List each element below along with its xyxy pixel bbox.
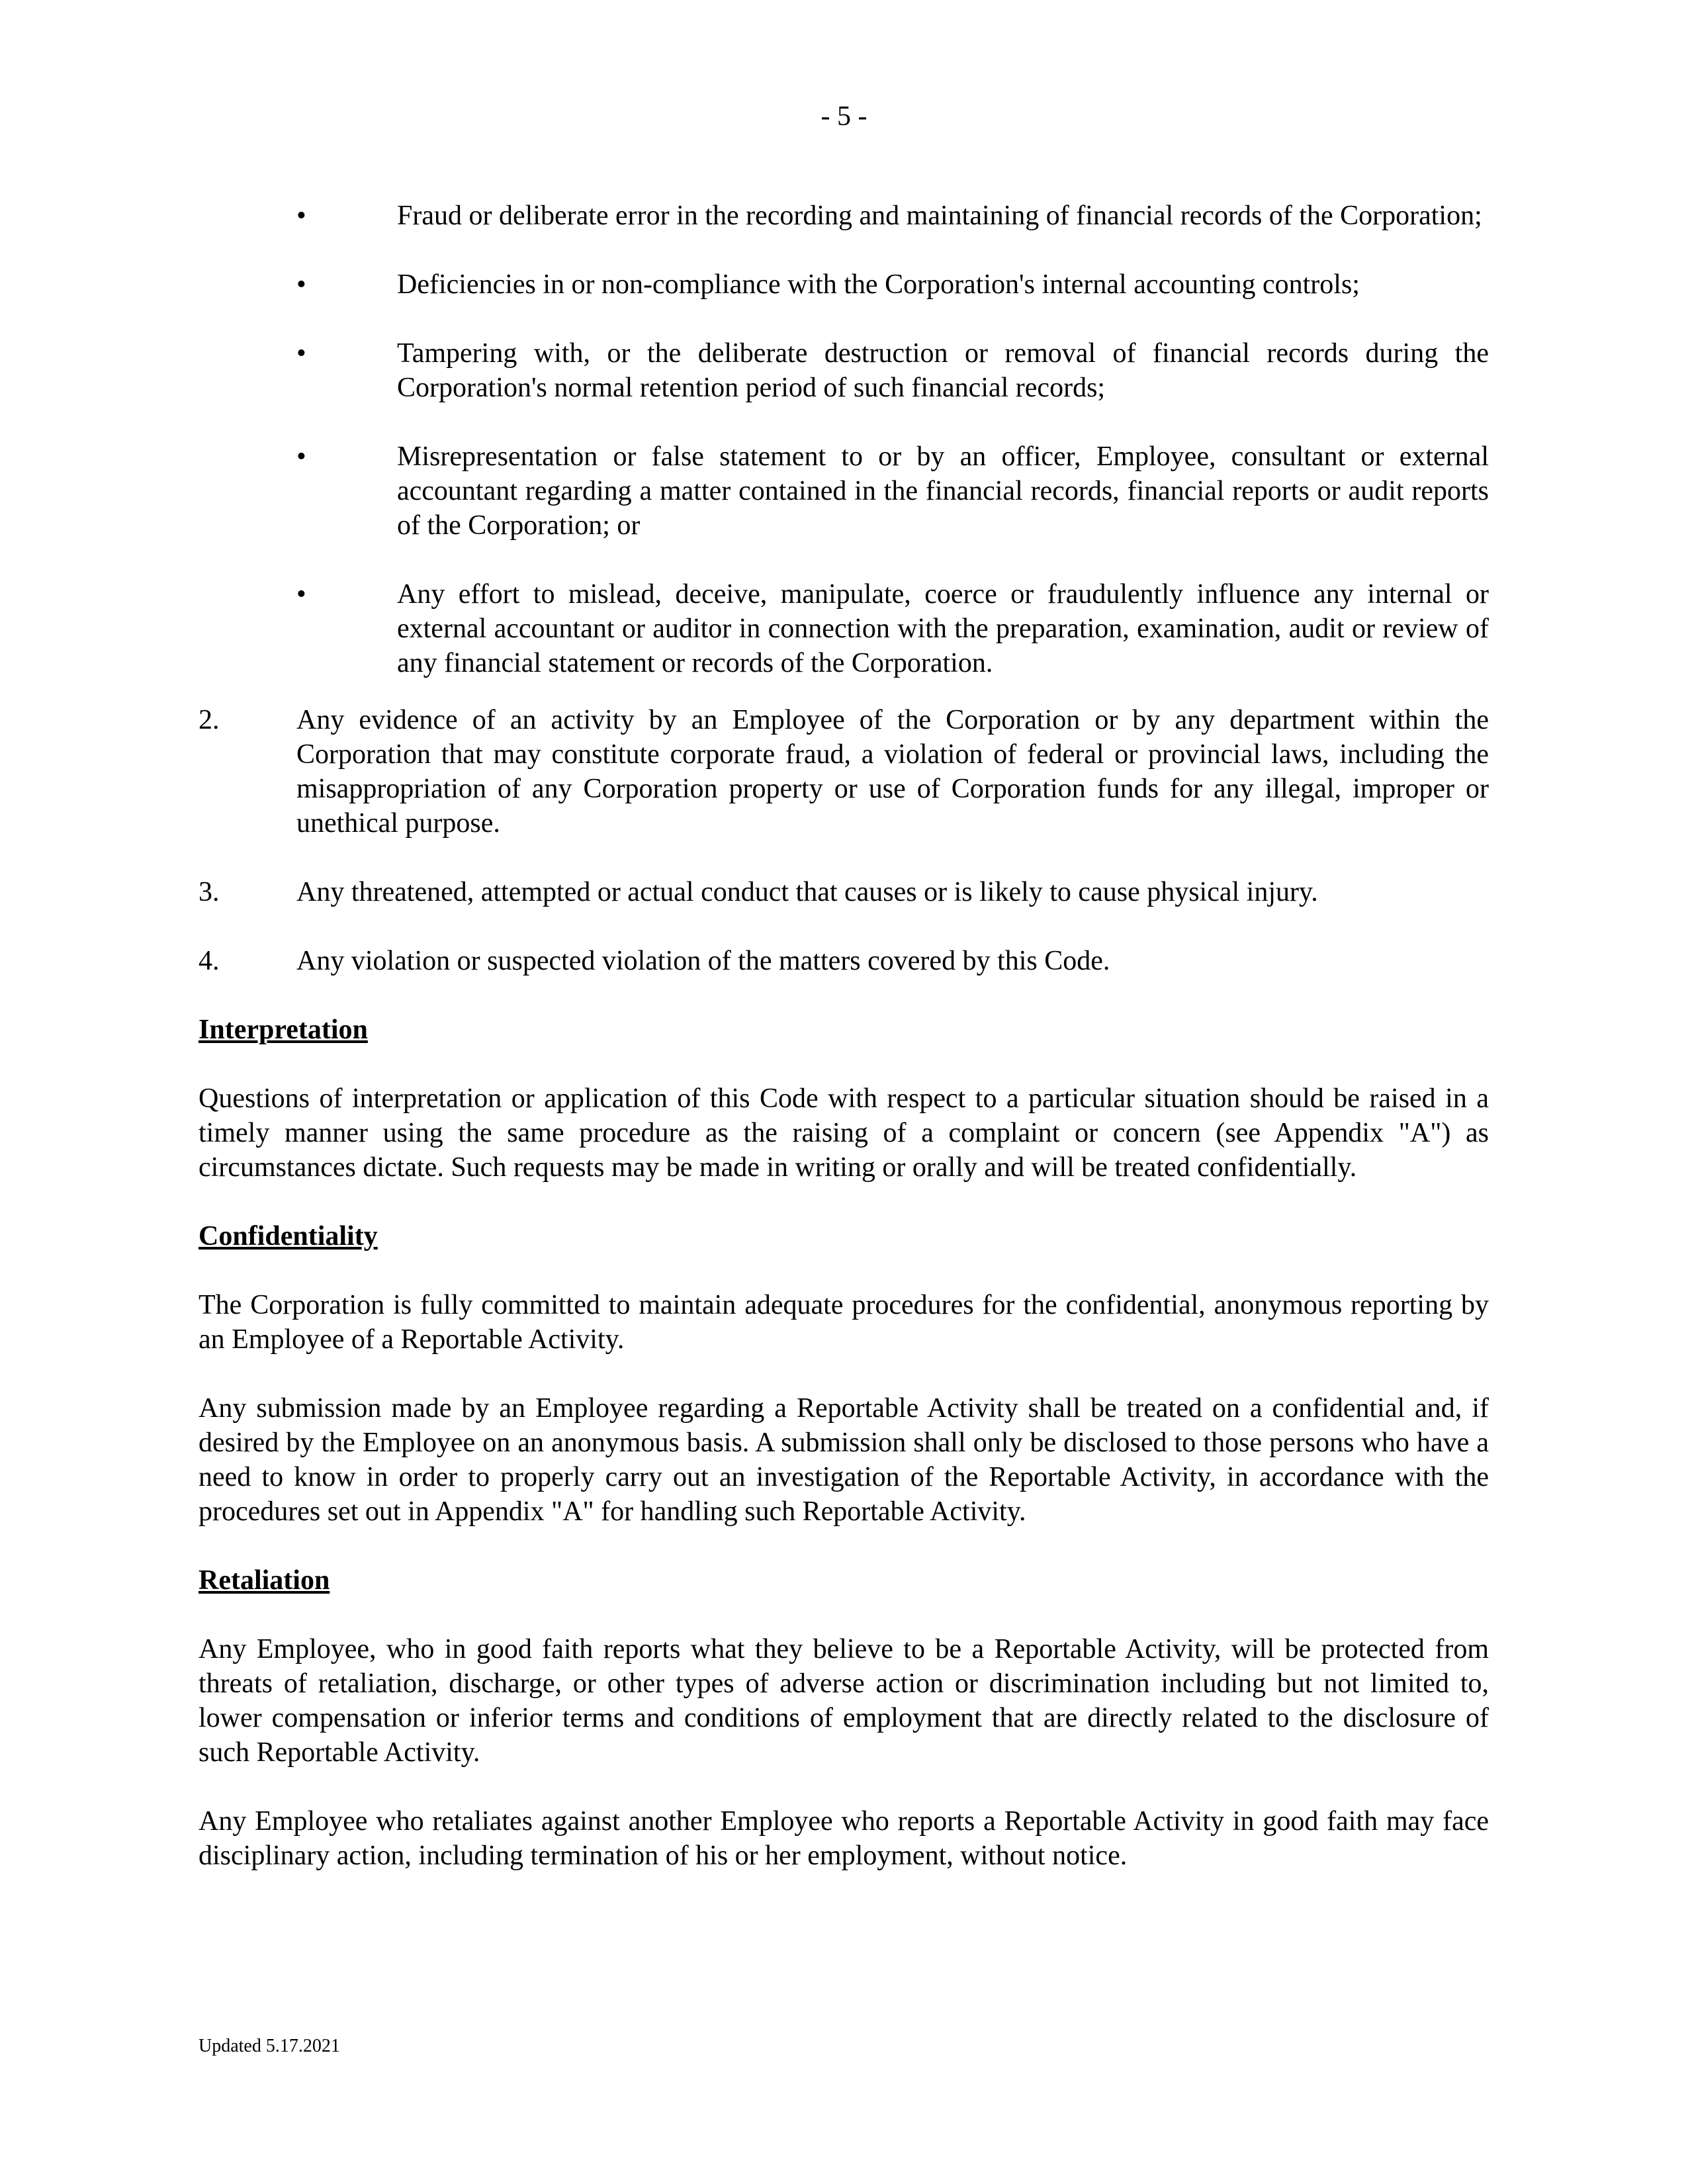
interpretation-section	[199, 1013, 1489, 1185]
page-content	[199, 199, 1489, 1907]
numbered-item	[199, 703, 1489, 841]
bullet-icon: •	[296, 338, 306, 369]
retaliation-paragraph-1: Any Employee, who in good faith reports what they believe to be a Reportable Activity, will be protected from threats of retaliation, discharge, or other types of adverse action or discrimination including but not limited to, lower compensation or inferior terms and conditions of employment that are directly related to the disclosure of such Reportable Activity.	[199, 1634, 1489, 1768]
numbered-list	[199, 703, 1489, 978]
bullet-text: Any effort to mislead, deceive, manipulate, coerce or fraudulently influence any internal or external accountant or auditor in connection with the preparation, examination, audit or review of any financial statement or records of the Corporation.	[397, 579, 1489, 678]
bullet-icon: •	[296, 441, 306, 472]
interpretation-paragraph: Questions of interpretation or application of this Code with respect to a particular situation should be raised in a timely manner using the same procedure as the raising of a complaint or concern (see Appendix "A") as circumstances dictate. Such requests may be made in writing or orally and will be treated confidentially.	[199, 1083, 1489, 1183]
numbered-item	[199, 944, 1489, 978]
bullet-text: Fraud or deliberate error in the recording and maintaining of financial records of the Corporation;	[397, 201, 1482, 231]
bullet-icon: •	[296, 201, 306, 231]
item-number: 4.	[199, 946, 220, 976]
bullet-item	[199, 336, 1489, 405]
confidentiality-section	[199, 1219, 1489, 1529]
item-number: 2.	[199, 705, 220, 735]
bullet-item	[199, 439, 1489, 543]
item-text: Any evidence of an activity by an Employee of the Corporation or by any department within the Corporation that may constitute corporate fraud, a violation of federal or provincial laws, including the misappropriation of any Corporation property or use of Corporation funds for any illegal, improper or unethical purpose.	[296, 705, 1489, 839]
page-number: - 5 -	[821, 101, 867, 132]
confidentiality-paragraph-2: Any submission made by an Employee regarding a Reportable Activity shall be treated on a confidential and, if desired by the Employee on an anonymous basis. A submission shall only be disclosed to those persons who have a need to know in order to properly carry out an investigation of the Reportable Activity, in accordance with the procedures set out in Appendix "A" for handling such Reportable Activity.	[199, 1393, 1489, 1527]
retaliation-heading: Retaliation	[199, 1565, 330, 1596]
bullet-item	[199, 199, 1489, 233]
bullet-item	[199, 267, 1489, 302]
bullet-item	[199, 577, 1489, 680]
bullet-icon: •	[296, 579, 306, 610]
confidentiality-paragraph-1: The Corporation is fully committed to maintain adequate procedures for the confidential, anonymous reporting by an Employee of a Reportable Activity.	[199, 1290, 1489, 1355]
bullet-icon: •	[296, 269, 306, 300]
footer-updated-date: Updated 5.17.2021	[199, 2036, 340, 2056]
interpretation-heading: Interpretation	[199, 1015, 368, 1045]
bullet-text: Tampering with, or the deliberate destruction or removal of financial records during the Corporation's normal retention period of such financial records;	[397, 338, 1489, 403]
bullet-list	[199, 199, 1489, 680]
bullet-text: Misrepresentation or false statement to or by an officer, Employee, consultant or external accountant regarding a matter contained in the financial records, financial reports or audit reports of the Corporation; or	[397, 441, 1489, 541]
retaliation-paragraph-2: Any Employee who retaliates against another Employee who reports a Reportable Activity in good faith may face disciplinary action, including termination of his or her employment, without notice.	[199, 1806, 1489, 1871]
bullet-text: Deficiencies in or non-compliance with the Corporation's internal accounting controls;	[397, 269, 1360, 300]
retaliation-section	[199, 1563, 1489, 1873]
item-number: 3.	[199, 877, 220, 907]
item-text: Any threatened, attempted or actual conduct that causes or is likely to cause physical injury.	[296, 877, 1318, 907]
numbered-item	[199, 875, 1489, 909]
confidentiality-heading: Confidentiality	[199, 1221, 378, 1251]
item-text: Any violation or suspected violation of the matters covered by this Code.	[296, 946, 1110, 976]
